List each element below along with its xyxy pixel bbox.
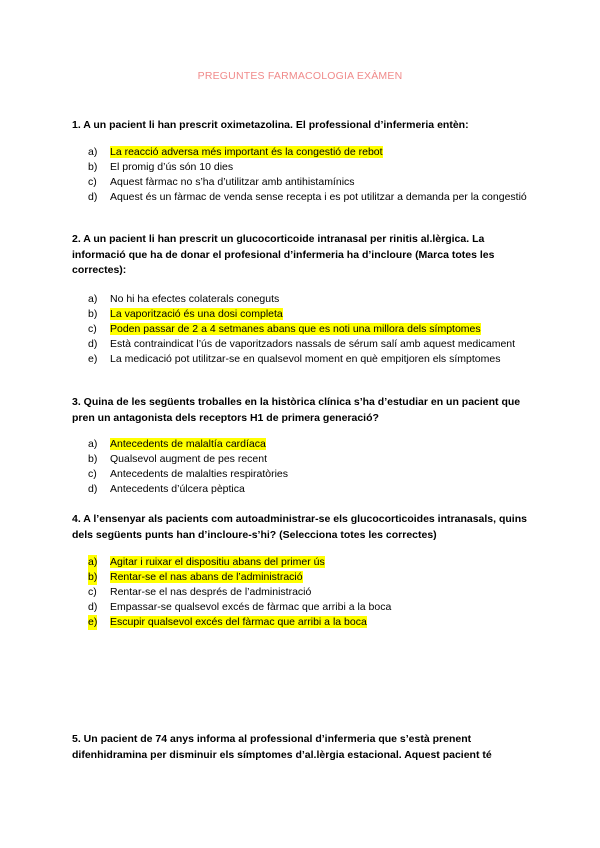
- option-3d: d) Antecedents d’úlcera pèptica: [88, 483, 245, 495]
- option-2a: a) No hi ha efectes colaterals coneguts: [88, 293, 280, 305]
- question-5: 5. Un pacient de 74 anys informa al professional d’infermeria que s’està prenent difenhidramina per disminuir els símptomes d’al.lèrgia estacional. Aquest pacient té: [72, 733, 492, 761]
- page-title: PREGUNTES FARMACOLOGIA EXÀMEN: [197, 70, 403, 82]
- option-3b: b) Qualsevol augment de pes recent: [88, 453, 268, 465]
- option-2b: b) La vaporització és una dosi completa: [88, 308, 283, 320]
- question-4: 4. A l’ensenyar als pacients com autoadministrar-se els glucocorticoides intranasals, quins dels següents punts han d’incloure-s’hi? (Selecciona totes les correctes): [72, 513, 527, 541]
- question-2: 2. A un pacient li han prescrit un glucocorticoide intranasal per rinitis al.lèrgica. La informació que ha de donar el profesional d’infermeria ha d’incloure (Marca totes les correctes):: [72, 233, 495, 276]
- option-1a: a) La reacció adversa més important és la congestió de rebot: [88, 146, 383, 158]
- option-3c: c) Antecedents de malalties respiratòries: [88, 468, 289, 480]
- option-2e: e) La medicació pot utilitzar-se en qualsevol moment en què empitjoren els símptomes: [88, 353, 501, 365]
- option-1d: d) Aquest és un fàrmac de venda sense recepta i es pot utilitzar a demanda per la congestió: [88, 191, 527, 203]
- question-3: 3. Quina de les següents troballes en la històrica clínica s’ha d’estudiar en un pacient que pren un antagonista dels receptors H1 de primera generació?: [72, 396, 521, 424]
- option-4c: c) Rentar-se el nas després de l’administració: [88, 586, 312, 598]
- question-1: 1. A un pacient li han prescrit oximetazolina. El professional d’infermeria entèn:: [72, 119, 469, 131]
- option-3a: a) Antecedents de malaltía cardíaca: [88, 438, 266, 450]
- option-4d: d) Empassar-se qualsevol excés de fàrmac que arribi a la boca: [88, 601, 392, 613]
- option-1c: c) Aquest fàrmac no s’ha d’utilitzar amb antihistamínics: [88, 176, 355, 188]
- option-2d: d) Està contraindicat l’ús de vaporitzadors nassals de sérum salí amb aquest medicament: [88, 338, 516, 350]
- options-question-2: [88, 292, 528, 367]
- options-question-1: [88, 145, 528, 205]
- options-question-4: [88, 555, 528, 630]
- option-4a: a) Agitar i ruixar el dispositiu abans del primer ús: [88, 556, 325, 568]
- option-4e: e) Escupir qualsevol excés del fàrmac que arribi a la boca: [88, 616, 367, 628]
- option-4b: b) Rentar-se el nas abans de l’administració: [88, 571, 303, 583]
- options-question-3: [88, 437, 528, 497]
- option-2c: c) Poden passar de 2 a 4 setmanes abans que es noti una millora dels símptomes: [88, 323, 481, 335]
- option-1b: b) El promig d’ús són 10 dies: [88, 161, 234, 173]
